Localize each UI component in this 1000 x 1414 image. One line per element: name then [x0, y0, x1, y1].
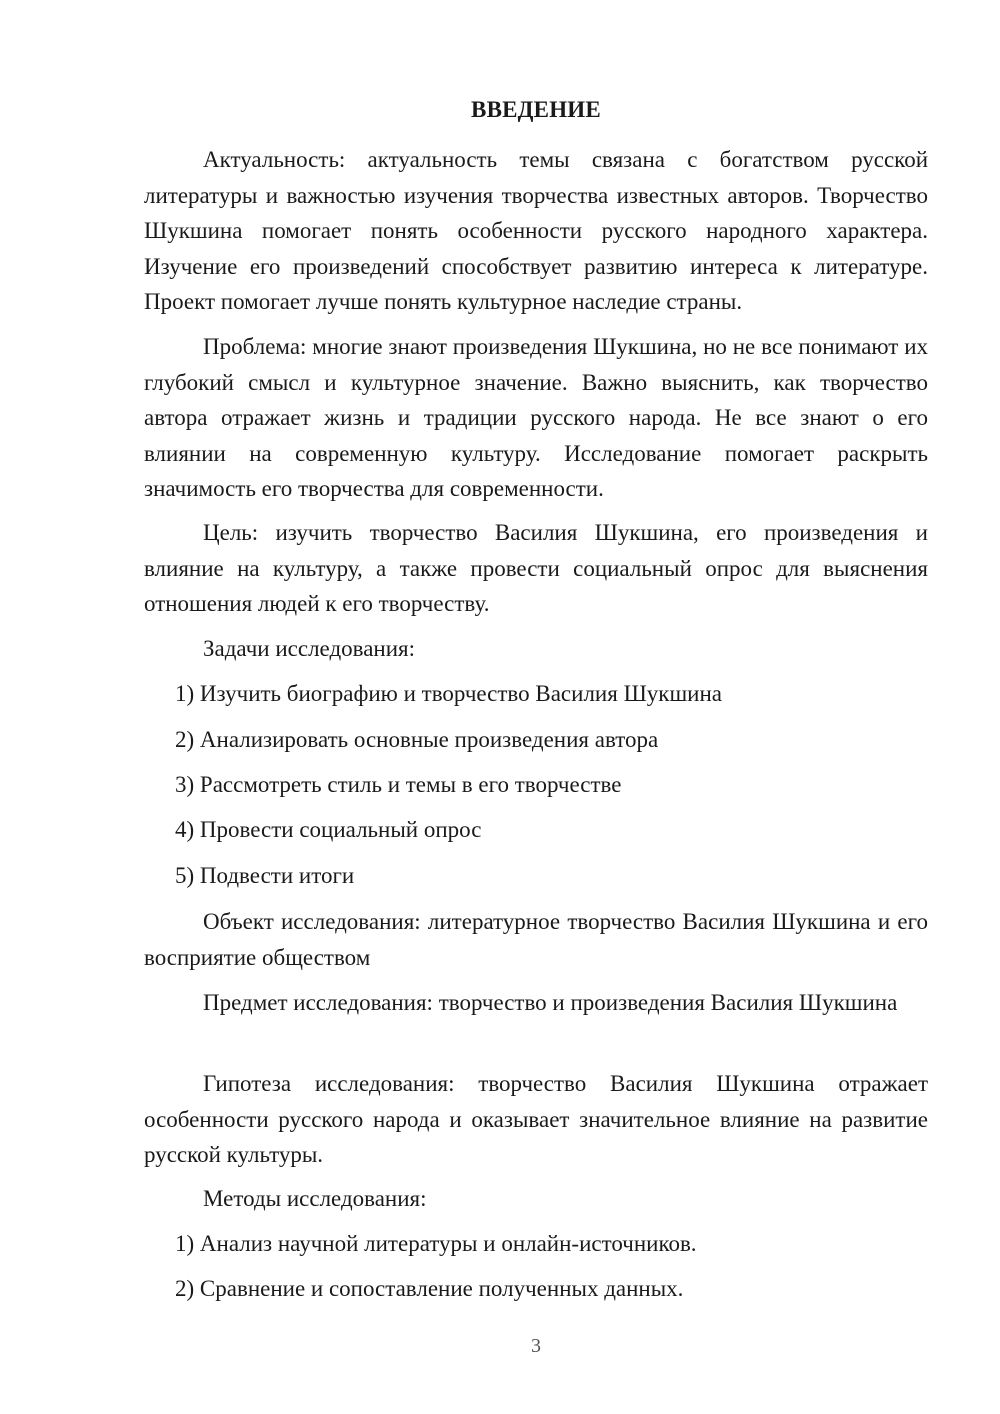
task-item: 3) Рассмотреть стиль и темы в его творчестве	[175, 772, 622, 797]
task-item: 2) Анализировать основные произведения автора	[175, 727, 659, 752]
method-item: 2) Сравнение и сопоставление полученных данных.	[175, 1276, 684, 1301]
task-item: 1) Изучить биографию и творчество Василия Шукшина	[175, 681, 722, 706]
page-number: 3	[531, 1335, 541, 1357]
goal-paragraph: Цель: изучить творчество Василия Шукшина, его произведения и влияние на культуру, а также провести социальный опрос для выяснения отношения людей к его творчеству.	[144, 520, 928, 616]
task-item: 4) Провести социальный опрос	[175, 817, 482, 842]
hypothesis-paragraph: Гипотеза исследования: творчество Василия Шукшина отражает особенности русского народа и оказывает значительное влияние на развитие русской культуры.	[144, 1071, 928, 1167]
problem-paragraph: Проблема: многие знают произведения Шукшина, но не все понимают их глубокий смысл и культурное значение. Важно выяснить, как творчество автора отражает жизнь и традиции русского народа. Не все знают о его влиянии на современную культуру. Исследование помогает раскрыть значимость его творчества для современности.	[144, 334, 928, 501]
methods-heading: Методы исследования:	[203, 1186, 427, 1211]
method-item: 1) Анализ научной литературы и онлайн-источников.	[175, 1231, 697, 1256]
relevance-paragraph: Актуальность: актуальность темы связана с богатством русской литературы и важностью изучения творчества известных авторов. Творчество Шукшина помогает понять особенности русского народного характера. Изучение его произведений способствует развитию интереса к литературе. Проект помогает лучше понять культурное наследие страны.	[144, 147, 928, 314]
page-title: ВВЕДЕНИЕ	[471, 97, 601, 122]
object-paragraph: Объект исследования: литературное творчество Василия Шукшина и его восприятие обществом	[144, 909, 928, 970]
subject-paragraph: Предмет исследования: творчество и произведения Василия Шукшина	[203, 990, 898, 1015]
task-item: 5) Подвести итоги	[175, 863, 355, 888]
tasks-heading: Задачи исследования:	[203, 636, 416, 661]
